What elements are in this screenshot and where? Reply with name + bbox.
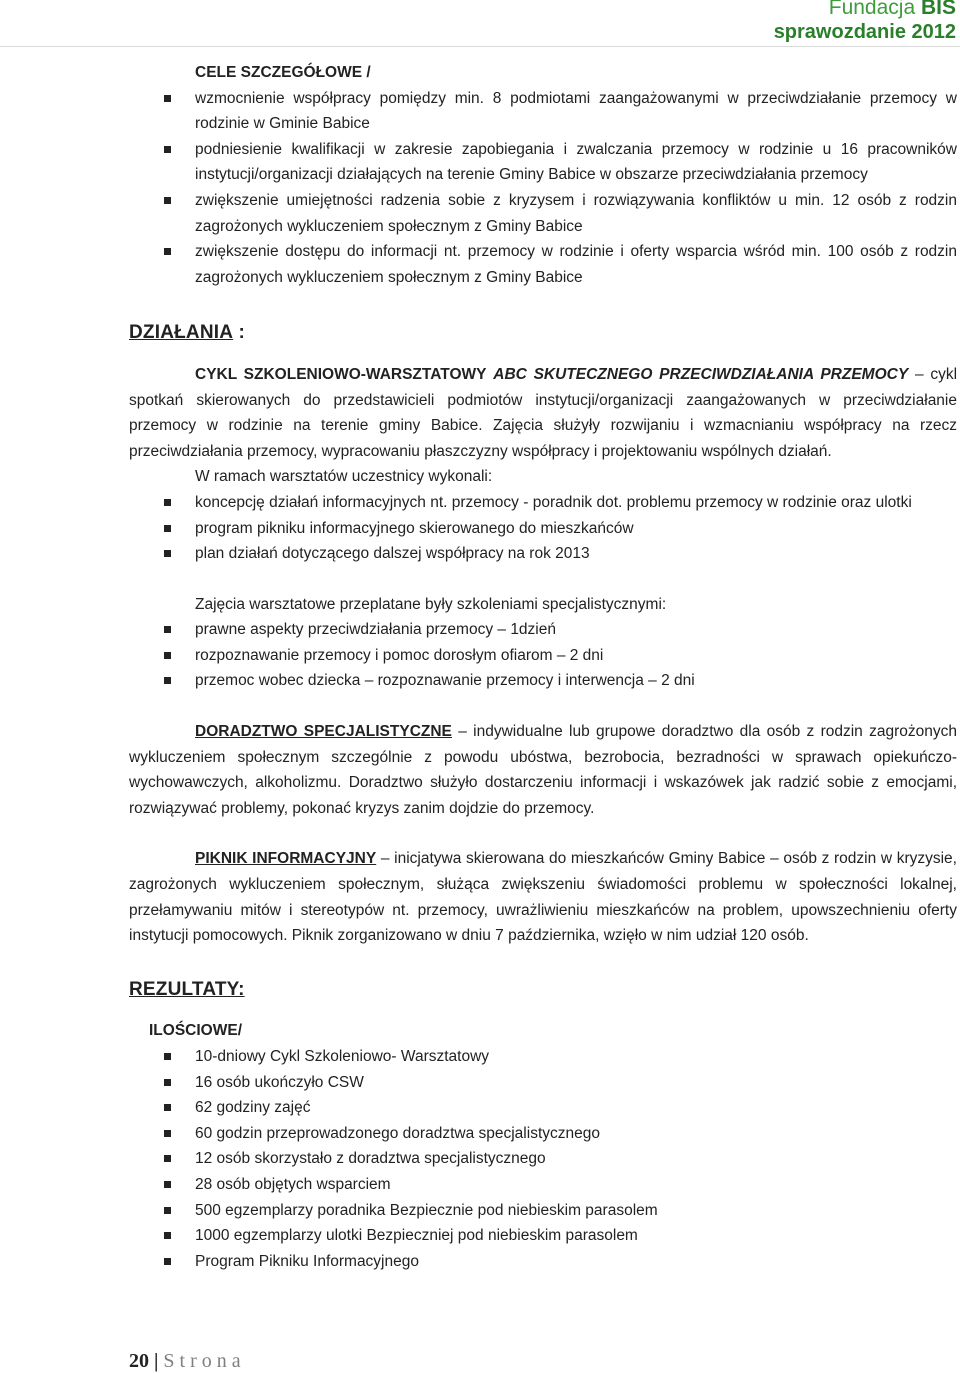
list-item: 60 godzin przeprowadzonego doradztwa specjalistycznego	[129, 1121, 957, 1147]
page-header	[774, 0, 956, 44]
page-label: Strona	[163, 1350, 246, 1372]
rezultaty-list	[129, 1044, 957, 1274]
doradztwo-paragraph	[129, 719, 957, 821]
doradztwo-text: – indywidualne lub grupowe doradztwo dla osób z rodzin zagrożonych wykluczeniem społecznym szczególnie z powodu ubóstwa, bezrobocia, bezradności w sprawach opiekuńczo-wychowawczych, alkoholizmu. Doradztwo służyło dostarczeniu informacji i wskazówek jak radzić sobie z emocjami, rozwiązywać problemy, pokonać kryzys zanim dojdzie do przemocy.	[129, 723, 957, 817]
rezultaty-subtitle: ILOŚCIOWE/	[149, 1022, 242, 1040]
list-item: prawne aspekty przeciwdziałania przemocy – 1dzień	[129, 617, 957, 643]
list-item: przemoc wobec dziecka – rozpoznawanie przemocy i interwencja – 2 dni	[129, 668, 957, 694]
cykl-paragraph	[129, 362, 957, 464]
cele-section	[129, 60, 957, 290]
page-content	[129, 60, 957, 1274]
cele-title: CELE SZCZEGÓŁOWE /	[195, 64, 371, 81]
cykl-list-2	[129, 617, 957, 694]
report-title: sprawozdanie 2012	[773, 21, 956, 43]
piknik-name: PIKNIK INFORMACYJNY	[195, 850, 377, 868]
cykl-name: CYKL SZKOLENIOWO-WARSZTATOWY	[195, 365, 487, 383]
list-item: koncepcję działań informacyjnych nt. przemocy - poradnik dot. problemu przemocy w rodzinie oraz ulotki	[129, 490, 957, 516]
list-item: 62 godziny zajęć	[129, 1095, 957, 1121]
list-item: 28 osób objętych wsparciem	[129, 1172, 957, 1198]
list-item: 1000 egzemplarzy ulotki Bezpieczniej pod niebieskim parasolem	[129, 1223, 957, 1249]
cykl-intro-2: Zajęcia warsztatowe przeplatane były szkoleniami specjalistycznymi:	[195, 595, 667, 613]
cykl-text: – cykl spotkań skierowanych do przedstawicieli podmiotów instytucji/organizacji zaangażowanych w przeciwdziałanie przemocy w rodzinie na terenie gminy Babice. Zajęcia służyły rozwijaniu i wzmacnianiu współpracy na rzecz przeciwdziałania przemocy, wypracowaniu płaszczyzny współpracy i projektowaniu wspólnych działań.	[129, 365, 958, 460]
doradztwo-name: DORADZTWO SPECJALISTYCZNE	[195, 723, 452, 741]
piknik-paragraph	[129, 846, 957, 948]
list-item: rozpoznawanie przemocy i pomoc dorosłym ofiarom – 2 dni	[129, 643, 957, 669]
page-number: 20	[129, 1350, 149, 1372]
cykl-intro: W ramach warsztatów uczestnicy wykonali:	[195, 468, 493, 486]
cykl-title: ABC SKUTECZNEGO PRZECIWDZIAŁANIA PRZEMOCY	[493, 365, 909, 383]
header-divider	[0, 46, 960, 47]
list-item: wzmocnienie współpracy pomiędzy min. 8 podmiotami zaangażowanymi w przeciwdziałanie przemocy w rodzinie w Gminie Babice	[129, 86, 957, 137]
list-item: plan działań dotyczącego dalszej współpracy na rok 2013	[129, 541, 957, 567]
list-item: 10-dniowy Cykl Szkoleniowo- Warsztatowy	[129, 1044, 957, 1070]
page-footer: 20 | Strona	[129, 1350, 246, 1372]
dzialania-heading: DZIAŁANIA :	[129, 322, 245, 344]
rezultaty-heading: REZULTATY:	[129, 978, 245, 1000]
list-item: zwiększenie dostępu do informacji nt. przemocy w rodzinie i oferty wsparcia wśród min. 100 osób z rodzin zagrożonych wykluczeniem społecznym z Gminy Babice	[129, 239, 957, 290]
cykl-list	[129, 490, 957, 567]
piknik-text: – inicjatywa skierowana do mieszkańców Gminy Babice – osób z rodzin w kryzysie, zagrożonych wykluczeniem społecznym, służąca zwiększeniu świadomości problemu w społeczności lokalnej, przełamywaniu mitów i stereotypów nt. przemocy, uwrażliwieniu mieszkańców na problem, upowszechnieniu oferty instytucji pomocowych. Piknik zorganizowano w dniu 7 października, wzięło w nim udział 120 osób.	[129, 850, 957, 945]
list-item: podniesienie kwalifikacji w zakresie zapobiegania i zwalczania przemocy w rodzinie u 16 pracowników instytucji/organizacji działających na terenie Gminy Babice w obszarze przeciwdziałania przemocy	[129, 137, 957, 188]
cele-list	[129, 86, 957, 291]
list-item: Program Pikniku Informacyjnego	[129, 1249, 957, 1275]
list-item: 16 osób ukończyło CSW	[129, 1070, 957, 1096]
organization-name: Fundacja BIS	[828, 0, 956, 19]
list-item: 12 osób skorzystało z doradztwa specjalistycznego	[129, 1146, 957, 1172]
list-item: program pikniku informacyjnego skierowanego do mieszkańców	[129, 516, 957, 542]
list-item: zwiększenie umiejętności radzenia sobie z kryzysem i rozwiązywania konfliktów u min. 12 osób z rodzin zagrożonych wykluczeniem społecznym z Gminy Babice	[129, 188, 957, 239]
list-item: 500 egzemplarzy poradnika Bezpiecznie pod niebieskim parasolem	[129, 1198, 957, 1224]
